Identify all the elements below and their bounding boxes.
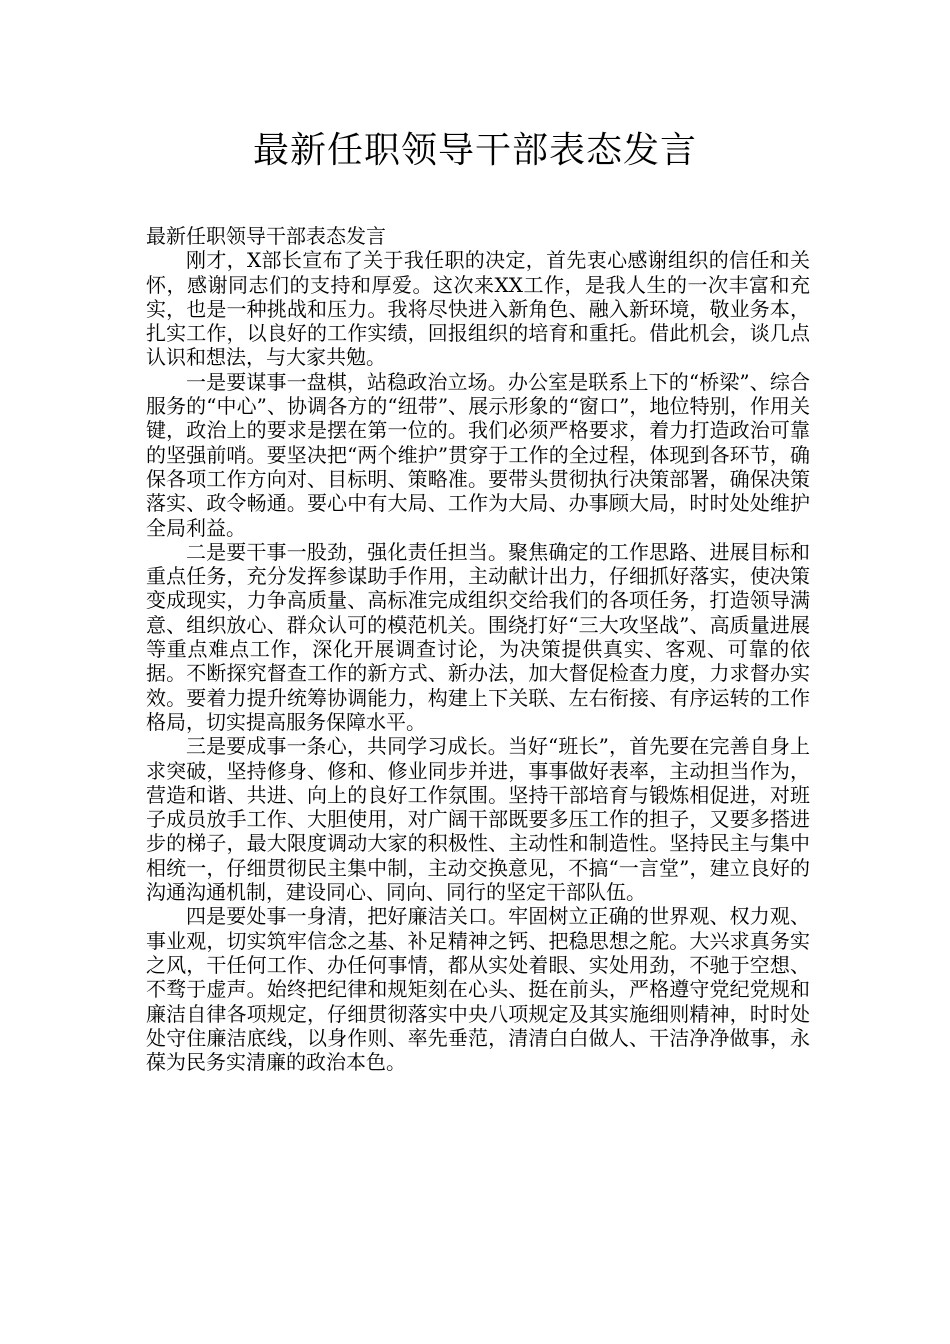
paragraph-point-2: 二是要干事一股劲，强化责任担当。聚焦确定的工作思路、进展目标和重点任务，充分发挥参谋助手作用，主动献计出力，仔细抓好落实，使决策变成现实，力争高质量、高标准完成组织交给我们的各项任务，打造领导满意、组织放心、群众认可的模范机关。围绕打好“三大攻坚战”、高质量进展等重点难点工作，深化开展调查讨论，为决策提供真实、客观、可靠的依据。不断探究督查工作的新方式、新办法，加大督促检查力度，力求督办实效。要着力提升统筹协调能力，构建上下关联、左右衔接、有序运转的工作格局，切实提高服务保障水平。 <box>146 539 810 734</box>
paragraph-intro: 刚才，X部长宣布了关于我任职的决定，首先衷心感谢组织的信任和关怀，感谢同志们的支持和厚爱。这次来XX工作，是我人生的一次丰富和充实，也是一种挑战和压力。我将尽快进入新角色、融入新环境，敬业务本，扎实工作，以良好的工作实绩，回报组织的培育和重托。借此机会，谈几点认识和想法，与大家共勉。 <box>146 248 810 370</box>
document-title: 最新任职领导干部表态发言 <box>252 130 697 171</box>
paragraph-point-4: 四是要处事一身清，把好廉洁关口。牢固树立正确的世界观、权力观、事业观，切实筑牢信念之基、补足精神之钙、把稳思想之舵。大兴求真务实之风，干任何工作、办任何事情，都从实处着眼、实处用劲，不驰于空想、不骛于虚声。始终把纪律和规矩刻在心头、挺在前头，严格遵守党纪党规和廉洁自律各项规定，仔细贯彻落实中央八项规定及其实施细则精神，时时处处守住廉洁底线，以身作则、率先垂范，清清白白做人、干洁净净做事，永葆为民务实清廉的政治本色。 <box>146 904 810 1075</box>
document-body <box>146 224 810 1074</box>
paragraph-point-1: 一是要谋事一盘棋，站稳政治立场。办公室是联系上下的“桥梁”、综合服务的“中心”、协调各方的“纽带”、展示形象的“窗口”，地位特别，作用关键，政治上的要求是摆在第一位的。我们必须严格要求，着力打造政治可靠的坚强前哨。要坚决把“两个维护”贯穿于工作的全过程，体现到各环节，确保各项工作方向对、目标明、策略准。要带头贯彻执行决策部署，确保决策落实、政令畅通。要心中有大局、工作为大局、办事顾大局，时时处处维护全局利益。 <box>146 369 810 540</box>
document-subtitle: 最新任职领导干部表态发言 <box>146 224 386 248</box>
paragraph-point-3: 三是要成事一条心，共同学习成长。当好“班长”，首先要在完善自身上求突破，坚持修身、修和、修业同步并进，事事做好表率，主动担当作为，营造和谐、共进、向上的良好工作氛围。坚持干部培育与锻炼相促进，对班子成员放手工作、大胆使用，对广阔干部既要多压工作的担子，又要多搭进步的梯子，最大限度调动大家的积极性、主动性和制造性。坚持民主与集中相统一，仔细贯彻民主集中制，主动交换意见，不搞“一言堂”，建立良好的沟通沟通机制，建设同心、同向、同行的坚定干部队伍。 <box>146 734 810 905</box>
